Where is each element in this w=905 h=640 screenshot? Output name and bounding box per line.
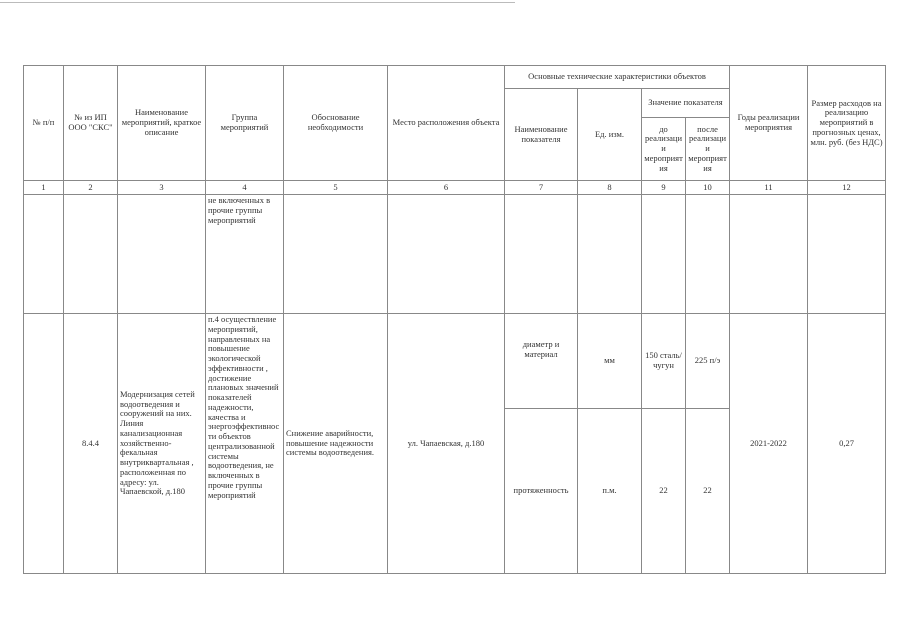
col-number: 10 [686, 181, 730, 195]
row-name: Модернизация сетей водоотведения и сооружений на них. Линия канализационная хозяйственно-фекальная внутриквартальная , расположенная по адресу: ул. Чапаевской, д.180 [118, 314, 206, 574]
col-number: 6 [388, 181, 505, 195]
col-number: 3 [118, 181, 206, 195]
row-place: ул. Чапаевская, д.180 [388, 314, 505, 574]
ind1-after: 225 п/э [686, 314, 730, 409]
col-number: 5 [284, 181, 388, 195]
header-name: Наименование мероприятий, краткое описание [118, 66, 206, 181]
header-ip: № из ИП ООО "СКС" [64, 66, 118, 181]
header-indicator-name: Наименование показателя [505, 89, 578, 181]
ind1-unit: мм [578, 314, 642, 409]
row-cost: 0,27 [808, 314, 886, 574]
col-number: 12 [808, 181, 886, 195]
row-ip: 8.4.4 [64, 314, 118, 574]
header-before: до реализации мероприятия [642, 118, 686, 181]
ind2-unit: п.м. [578, 409, 642, 574]
col-number: 2 [64, 181, 118, 195]
table-row [24, 314, 886, 409]
header-place: Место расположения объекта [388, 66, 505, 181]
ind2-before: 22 [642, 409, 686, 574]
row-num [24, 314, 64, 574]
row-years: 2021-2022 [730, 314, 808, 574]
header-after: после реализации мероприятия [686, 118, 730, 181]
header-cost: Размер расходов на реализацию мероприятий в прогнозных ценах, млн. руб. (без НДС) [808, 66, 886, 181]
col-number: 4 [206, 181, 284, 195]
top-rule [0, 2, 515, 3]
col-number: 1 [24, 181, 64, 195]
ind1-name: диаметр и материал [505, 314, 578, 409]
col-number: 8 [578, 181, 642, 195]
table-row [24, 195, 886, 314]
col-number: 11 [730, 181, 808, 195]
header-tech-group: Основные технические характеристики объектов [505, 66, 730, 89]
continuation-group-text: не включенных в прочие группы мероприятий [206, 195, 284, 314]
measures-table [23, 65, 886, 574]
header-unit: Ед. изм. [578, 89, 642, 181]
ind1-before: 150 сталь/чугун [642, 314, 686, 409]
row-reason: Снижение аварийности, повышение надежности системы водоотведения. [284, 314, 388, 574]
header-value-group: Значение показателя [642, 89, 730, 118]
header-years: Годы реализации мероприятия [730, 66, 808, 181]
header-reason: Обоснование необходимости [284, 66, 388, 181]
ind2-name: протяженность [505, 409, 578, 574]
header-group: Группа мероприятий [206, 66, 284, 181]
col-number: 9 [642, 181, 686, 195]
col-number: 7 [505, 181, 578, 195]
header-num: № п/п [24, 66, 64, 181]
row-group: п.4 осуществление мероприятий, направленных на повышение экологической эффективности , достижение плановых значений показателей надежности, качества и энергоэффективности объектов централизованной системы водоотведения, не включенных в прочие группы мероприятий [206, 314, 284, 574]
ind2-after: 22 [686, 409, 730, 574]
